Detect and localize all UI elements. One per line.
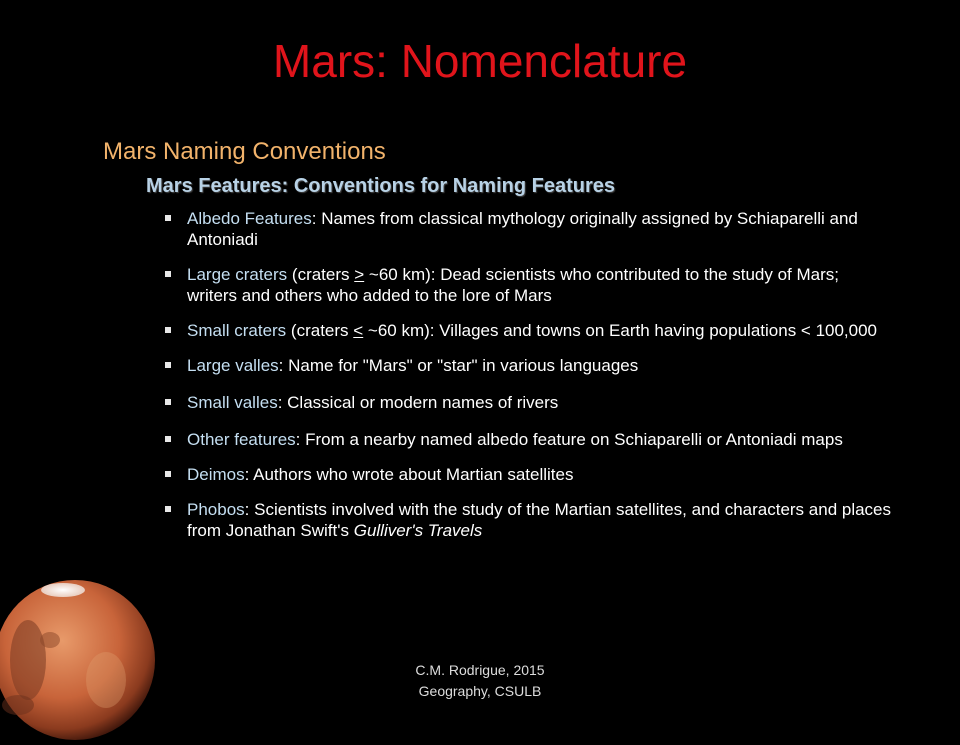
term-separator: : [244,465,254,484]
comparison-symbol: < [353,321,364,340]
bullet-text: Scientists involved with the study of the Martian satellites, and characters and places from Jonathan Swift's [187,500,892,540]
bullet-term: Deimos [187,465,245,484]
bullet-square-icon [165,327,171,333]
bullet-text: (craters [290,321,354,340]
bullet-text-continued: ~60 km): Dead scientists who contributed to the study of Mars; writers and others who added to the lore of Mars [187,265,839,305]
bullet-square-icon [165,399,171,405]
bullet-square-icon [165,215,171,221]
bullet-text: Name for "Mars" or "star" in various languages [288,356,639,375]
bullet-term: Phobos [187,500,245,519]
footer-credit [0,660,960,702]
bullet-term: Large craters [187,265,288,284]
bullet-term: Albedo Features [187,209,312,228]
section-heading: Mars Naming Conventions [103,138,386,165]
list-item [163,464,893,485]
bullet-text: (craters [291,265,355,284]
dark-region [40,632,60,648]
footer-author: C.M. Rodrigue, 2015 [415,662,545,678]
bullet-term: Other features [187,430,296,449]
bullet-term: Small craters [187,321,287,340]
footer-affiliation: Geography, CSULB [418,683,542,699]
naming-conventions-list [163,208,893,555]
list-item [163,264,893,306]
list-item [163,429,893,450]
list-item [163,355,893,376]
bullet-text: Names from classical mythology originally assigned by Schiaparelli and Antoniadi [187,209,858,249]
bullet-text-continued: ~60 km): Villages and towns on Earth having populations < 100,000 [363,321,878,340]
bullet-square-icon [165,436,171,442]
polar-cap [41,583,85,597]
term-separator: : [278,356,289,375]
bullet-term: Small valles [187,393,278,412]
bullet-square-icon [165,362,171,368]
list-item [163,208,893,250]
bullet-text: Classical or modern names of rivers [287,393,559,412]
comparison-symbol: > [354,265,365,284]
list-item [163,392,893,413]
bullet-square-icon [165,506,171,512]
book-title: Gulliver's Travels [353,521,483,540]
slide-title: Mars: Nomenclature [272,35,688,87]
bullet-text: From a nearby named albedo feature on Schiaparelli or Antoniadi maps [305,430,843,449]
list-item [163,499,893,541]
bullet-term: Large valles [187,356,279,375]
bullet-square-icon [165,271,171,277]
term-separator: : [277,393,288,412]
subsection-heading: Mars Features: Conventions for Naming Features [146,175,615,197]
term-separator: : [295,430,306,449]
mars-planet-image [0,570,163,745]
term-separator: : [311,209,322,228]
bullet-square-icon [165,471,171,477]
list-item [163,320,893,341]
bullet-text: Authors who wrote about Martian satellites [253,465,574,484]
term-separator: : [244,500,255,519]
